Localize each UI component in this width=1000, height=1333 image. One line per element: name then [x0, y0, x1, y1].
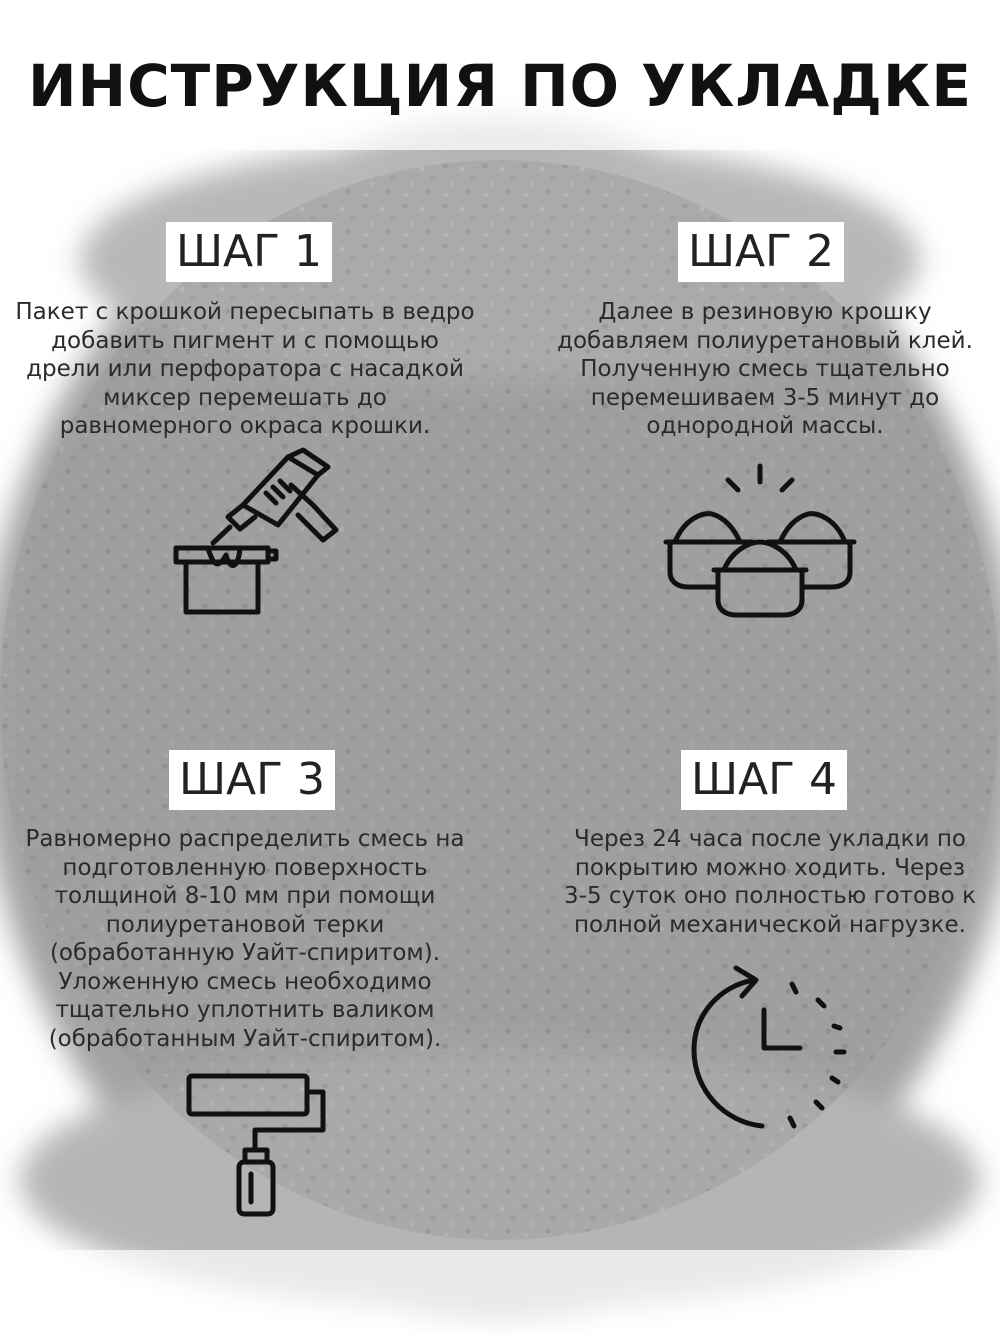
step-2-label: ШАГ 2 — [678, 222, 844, 282]
step-3-label: ШАГ 3 — [169, 750, 335, 810]
page-title: ИНСТРУКЦИЯ ПО УКЛАДКЕ — [28, 52, 972, 120]
step-3-text: Равномерно распределить смесь на подготовленную поверхность толщиной 8-10 мм при помощи полиуретановой терки (обработанную Уайт-спиритом). Уложенную смесь необходимо тщательно уплотнить валиком (обработанным Уайт-спиритом). — [25, 826, 465, 1052]
step-1-text: Пакет с крошкой пересыпать в ведро добавить пигмент и с помощью дрели или перфоратора с насадкой миксер перемешать до равномерного окраса крошки. — [15, 299, 475, 439]
step-4-text: Через 24 часа после укладки по покрытию можно ходить. Через 3-5 суток оно полностью готово к полной механической нагрузке. — [564, 826, 976, 938]
paint-roller-icon — [183, 1068, 333, 1218]
step-4-label: ШАГ 4 — [681, 750, 847, 810]
clock-timer-icon — [684, 962, 854, 1134]
bowls-icon — [660, 462, 860, 620]
step-2-text: Далее в резиновую крошку добавляем полиуретановый клей. Полученную смесь тщательно перемешиваем 3-5 минут до однородной массы. — [557, 299, 973, 439]
step-1-label: ШАГ 1 — [166, 222, 332, 282]
drill-bucket-icon — [168, 445, 348, 620]
